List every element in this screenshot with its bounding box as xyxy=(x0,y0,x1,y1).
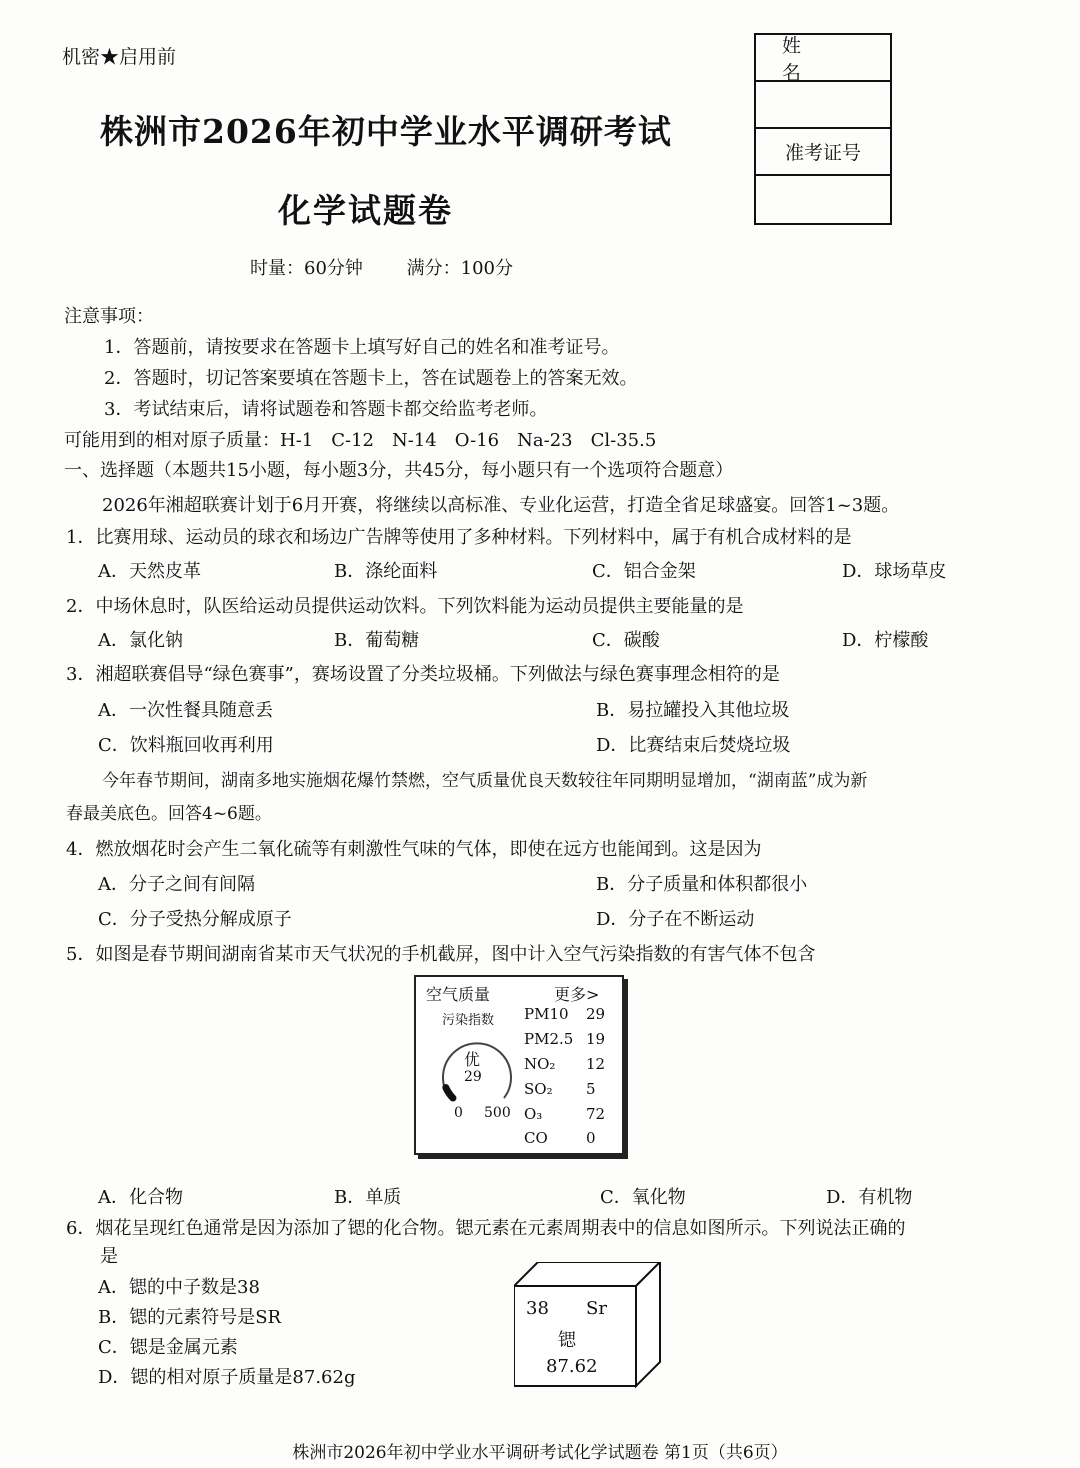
q4-option-a[interactable]: A．分子之间有间隔 xyxy=(98,874,255,895)
q5-option-a[interactable]: A．化合物 xyxy=(98,1187,183,1208)
aq-gauge-fill xyxy=(446,1088,453,1099)
aq-item-name: PM2.5 xyxy=(524,1030,574,1048)
exam-time: 时量：60分钟 xyxy=(250,258,363,279)
aq-item-value: 72 xyxy=(586,1105,606,1123)
aq-scale-max: 500 xyxy=(484,1105,511,1121)
cube-top-face xyxy=(514,1262,660,1286)
time-score-info xyxy=(250,254,513,280)
aq-item-name: CO xyxy=(524,1129,548,1147)
q3-option-b[interactable]: B．易拉罐投入其他垃圾 xyxy=(596,700,790,721)
q4-option-d[interactable]: D．分子在不断运动 xyxy=(596,909,755,930)
secret-mark: 机密★启用前 xyxy=(62,46,177,68)
q1-option-c[interactable]: C．铝合金架 xyxy=(592,561,696,582)
aq-item-value: 12 xyxy=(586,1055,606,1073)
q5-option-d[interactable]: D．有机物 xyxy=(826,1187,913,1208)
q4-option-c[interactable]: C．分子受热分解成原子 xyxy=(98,909,292,930)
context-paragraph: 2026年湘超联赛计划于6月开赛，将继续以高标准、专业化运营，打造全省足球盛宴。回答1~3题。 xyxy=(102,495,900,516)
q6-option-d[interactable]: D．锶的相对原子质量是87.62g xyxy=(98,1367,356,1388)
aq-title: 空气质量 xyxy=(426,985,491,1004)
aq-more-link: 更多> xyxy=(554,985,600,1004)
atomic-mass: 87.62 xyxy=(546,1356,598,1377)
notice-item: 2．答题时，切记答案要填在答题卡上，答在试题卷上的答案无效。 xyxy=(104,368,638,389)
notice-item: 1．答题前，请按要求在答题卡上填写好自己的姓名和准考证号。 xyxy=(104,337,620,358)
q4-option-b[interactable]: B．分子质量和体积都很小 xyxy=(596,874,808,895)
context-paragraph: 今年春节期间，湖南多地实施烟花爆竹禁燃，空气质量优良天数较往年同期明显增加，“湖南蓝”成为新 xyxy=(102,771,868,791)
question-2-stem: 2．中场休息时，队医给运动员提供运动饮料。下列饮料能为运动员提供主要能量的是 xyxy=(66,596,744,617)
aq-value: 29 xyxy=(464,1069,482,1085)
q3-option-c[interactable]: C．饮料瓶回收再利用 xyxy=(98,735,274,756)
atomic-number: 38 xyxy=(526,1298,549,1319)
q5-option-c[interactable]: C．氧化物 xyxy=(600,1187,686,1208)
question-6-stem: 6．烟花呈现红色通常是因为添加了锶的化合物。锶元素在元素周期表中的信息如图所示。下列说法正确的 xyxy=(66,1218,906,1239)
q2-option-b[interactable]: B．葡萄糖 xyxy=(334,630,420,651)
aq-index-label: 污染指数 xyxy=(442,1013,495,1028)
exam-number-field[interactable] xyxy=(756,176,890,223)
q6-option-b[interactable]: B．锶的元素符号是SR xyxy=(98,1307,282,1328)
q6-option-c[interactable]: C．锶是金属元素 xyxy=(98,1337,238,1358)
q3-option-a[interactable]: A．一次性餐具随意丢 xyxy=(98,700,273,721)
aq-scale-min: 0 xyxy=(454,1105,463,1121)
aq-item-value: 0 xyxy=(586,1129,596,1147)
atomic-masses: 可能用到的相对原子质量：H-1 C-12 N-14 O-16 Na-23 Cl-35.5 xyxy=(64,430,657,451)
aq-item-value: 5 xyxy=(586,1080,596,1098)
q2-option-c[interactable]: C．碳酸 xyxy=(592,630,660,651)
question-5-stem: 5．如图是春节期间湖南省某市天气状况的手机截屏，图中计入空气污染指数的有害气体不包含 xyxy=(66,944,816,965)
air-quality-figure xyxy=(414,975,624,1155)
question-3-stem: 3．湘超联赛倡导“绿色赛事”，赛场设置了分类垃圾桶。下列做法与绿色赛事理念相符的是 xyxy=(66,664,780,685)
exam-subtitle: 化学试题卷 xyxy=(278,191,453,230)
aq-item-value: 29 xyxy=(586,1005,606,1023)
aq-level: 优 xyxy=(464,1050,481,1069)
aq-item-name: SO₂ xyxy=(524,1080,553,1098)
q1-option-d[interactable]: D．球场草皮 xyxy=(842,561,947,582)
question-1-stem: 1．比赛用球、运动员的球衣和场边广告牌等使用了多种材料。下列材料中，属于有机合成材料的是 xyxy=(66,527,852,548)
name-field[interactable] xyxy=(756,82,890,129)
question-6-stem: 是 xyxy=(100,1246,118,1267)
q2-option-a[interactable]: A．氯化钠 xyxy=(98,630,183,651)
notice-item: 3．考试结束后，请将试题卷和答题卡都交给监考老师。 xyxy=(104,399,548,420)
aq-item-value: 19 xyxy=(586,1030,606,1048)
exam-number-label: 准考证号 xyxy=(756,129,890,176)
section-title: 一、选择题（本题共15小题，每小题3分，共45分，每小题只有一个选项符合题意） xyxy=(64,460,734,481)
q1-option-b[interactable]: B．涤纶面料 xyxy=(334,561,438,582)
exam-full-score: 满分：100分 xyxy=(406,258,513,279)
page-footer: 株洲市2026年初中学业水平调研考试化学试题卷 第1页（共6页） xyxy=(292,1443,788,1463)
element-symbol: Sr xyxy=(586,1298,607,1319)
question-4-stem: 4．燃放烟花时会产生二氧化硫等有刺激性气味的气体，即使在远方也能闻到。这是因为 xyxy=(66,839,762,860)
aq-item-name: O₃ xyxy=(524,1105,543,1123)
q1-option-a[interactable]: A．天然皮革 xyxy=(98,561,201,582)
element-name: 锶 xyxy=(558,1330,576,1351)
notice-heading: 注意事项： xyxy=(64,306,154,327)
q2-option-d[interactable]: D．柠檬酸 xyxy=(842,630,929,651)
aq-item-name: NO₂ xyxy=(524,1055,556,1073)
q3-option-d[interactable]: D．比赛结束后焚烧垃圾 xyxy=(596,735,791,756)
aq-item-name: PM10 xyxy=(524,1005,569,1023)
candidate-info-box xyxy=(754,33,892,225)
name-label: 姓 名 xyxy=(756,35,890,82)
context-paragraph: 春最美底色。回答4~6题。 xyxy=(66,804,272,824)
exam-title: 株洲市2026年初中学业水平调研考试 xyxy=(100,112,672,151)
q5-option-b[interactable]: B．单质 xyxy=(334,1187,402,1208)
q6-option-a[interactable]: A．锶的中子数是38 xyxy=(98,1277,260,1298)
